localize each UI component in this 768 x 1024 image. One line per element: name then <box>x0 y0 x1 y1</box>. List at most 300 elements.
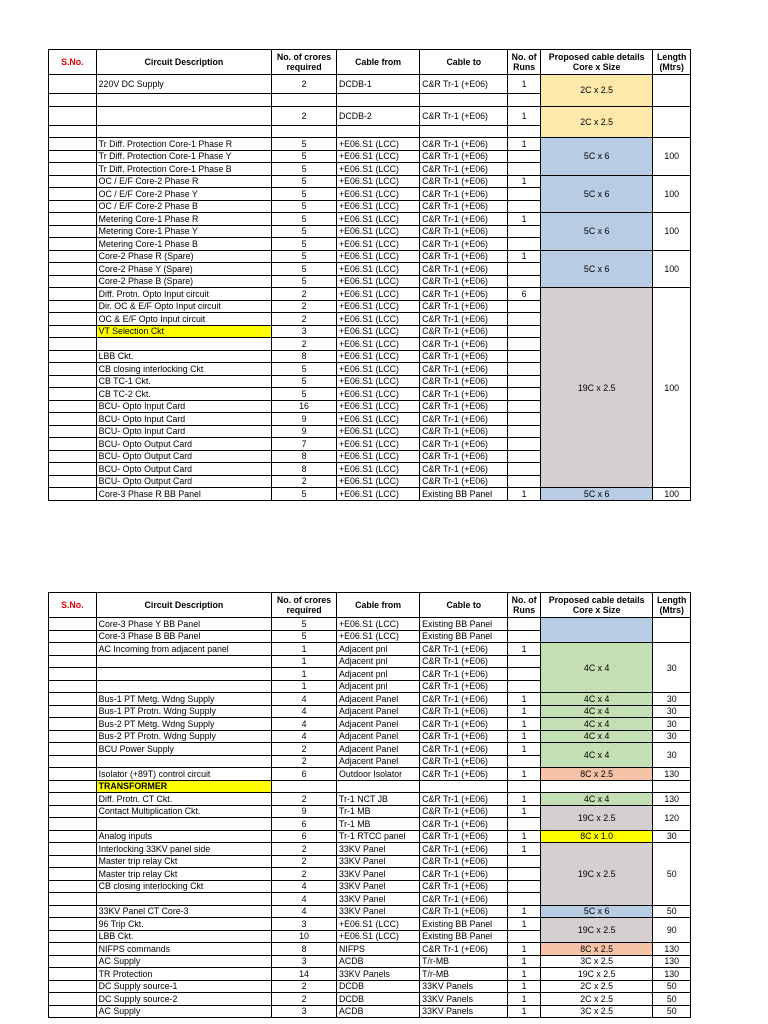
to-cell: C&R Tr-1 (+E06) <box>420 730 508 743</box>
to-cell: C&R Tr-1 (+E06) <box>420 743 508 756</box>
table-row <box>49 693 691 706</box>
table-row <box>49 980 691 993</box>
runs-cell <box>508 313 540 326</box>
sno-cell <box>49 718 97 731</box>
sno-cell <box>49 655 97 668</box>
col-header-cores: No. of crores required <box>272 50 337 75</box>
to-cell: C&R Tr-1 (+E06) <box>420 313 508 326</box>
proposed-cell: 2C x 2.5 <box>540 106 653 138</box>
table-row <box>49 918 691 931</box>
from-cell: Adjacent pnl <box>337 655 420 668</box>
cores-cell: 5 <box>272 150 337 163</box>
from-cell: Adjacent Panel <box>337 718 420 731</box>
from-cell: +E06.S1 (LCC) <box>337 338 420 351</box>
from-cell: Tr-1 NCT JB <box>337 793 420 806</box>
desc-cell: AC Incoming from adjacent panel <box>96 643 271 656</box>
desc-cell: 33KV Panel CT Core-3 <box>96 905 271 918</box>
sno-cell <box>49 743 97 756</box>
col-header-length: Length (Mtrs) <box>653 593 691 618</box>
sno-cell <box>49 905 97 918</box>
from-cell: 33KV Panel <box>337 843 420 856</box>
desc-cell: Tr Diff. Protection Core-1 Phase Y <box>96 150 271 163</box>
cores-cell: 6 <box>272 818 337 831</box>
col-header-cores: No. of crores required <box>272 593 337 618</box>
proposed-cell: 2C x 2.5 <box>540 980 653 993</box>
sno-cell <box>49 106 97 125</box>
cores-cell: 9 <box>272 413 337 426</box>
cores-cell: 1 <box>272 655 337 668</box>
runs-cell <box>508 630 540 643</box>
desc-cell <box>96 755 271 768</box>
sno-cell <box>49 730 97 743</box>
from-cell: +E06.S1 (LCC) <box>337 138 420 151</box>
cores-cell: 2 <box>272 868 337 881</box>
to-cell <box>420 780 508 793</box>
proposed-cell: 19C x 2.5 <box>540 918 653 943</box>
desc-cell <box>96 106 271 125</box>
length-cell: 100 <box>653 488 691 501</box>
from-cell: DCDB-2 <box>337 106 420 125</box>
runs-cell: 1 <box>508 968 540 981</box>
proposed-cell: 19C x 2.5 <box>540 843 653 906</box>
desc-cell: Metering Core-1 Phase R <box>96 213 271 226</box>
sno-cell <box>49 363 97 376</box>
desc-cell: Bus-1 PT Protn. Wdng Supply <box>96 705 271 718</box>
desc-cell-highlighted: VT Selection Ckt <box>96 325 271 338</box>
cores-cell: 2 <box>272 755 337 768</box>
cores-cell: 4 <box>272 905 337 918</box>
to-cell: C&R Tr-1 (+E06) <box>420 325 508 338</box>
from-cell <box>337 125 420 138</box>
to-cell: C&R Tr-1 (+E06) <box>420 388 508 401</box>
sno-cell <box>49 375 97 388</box>
to-cell: C&R Tr-1 (+E06) <box>420 843 508 856</box>
from-cell: Outdoor Isolator <box>337 768 420 781</box>
runs-cell: 1 <box>508 843 540 856</box>
from-cell: ACDB <box>337 955 420 968</box>
from-cell: +E06.S1 (LCC) <box>337 325 420 338</box>
sno-cell <box>49 188 97 201</box>
cores-cell: 6 <box>272 768 337 781</box>
cores-cell: 3 <box>272 1005 337 1018</box>
to-cell: C&R Tr-1 (+E06) <box>420 238 508 251</box>
to-cell: C&R Tr-1 (+E06) <box>420 805 508 818</box>
runs-cell <box>508 618 540 631</box>
table-row <box>49 288 691 301</box>
to-cell: Existing BB Panel <box>420 930 508 943</box>
desc-cell: Bus-2 PT Protn. Wdng Supply <box>96 730 271 743</box>
proposed-cell: 5C x 6 <box>540 175 653 213</box>
cores-cell: 5 <box>272 263 337 276</box>
proposed-cell: 4C x 4 <box>540 743 653 768</box>
from-cell: Adjacent Panel <box>337 693 420 706</box>
cores-cell: 5 <box>272 488 337 501</box>
from-cell: DCDB <box>337 980 420 993</box>
runs-cell: 1 <box>508 905 540 918</box>
table-row <box>49 1005 691 1018</box>
col-header-proposed: Proposed cable details Core x Size <box>540 50 653 75</box>
table-row <box>49 805 691 818</box>
sno-cell <box>49 213 97 226</box>
cores-cell: 5 <box>272 238 337 251</box>
runs-cell: 1 <box>508 793 540 806</box>
length-cell <box>653 780 691 793</box>
sno-cell <box>49 843 97 856</box>
from-cell: +E06.S1 (LCC) <box>337 400 420 413</box>
cores-cell: 5 <box>272 363 337 376</box>
runs-cell <box>508 225 540 238</box>
from-cell: 33KV Panel <box>337 855 420 868</box>
runs-cell: 1 <box>508 1005 540 1018</box>
runs-cell <box>508 125 540 138</box>
sno-cell <box>49 618 97 631</box>
desc-cell: OC / E/F Core-2 Phase B <box>96 200 271 213</box>
to-cell: Existing BB Panel <box>420 488 508 501</box>
desc-cell: BCU- Opto Input Card <box>96 425 271 438</box>
runs-cell <box>508 855 540 868</box>
cable-schedule-table-2 <box>48 592 691 1018</box>
to-cell: C&R Tr-1 (+E06) <box>420 830 508 843</box>
runs-cell <box>508 655 540 668</box>
runs-cell <box>508 238 540 251</box>
col-header-sno: S.No. <box>49 50 97 75</box>
runs-cell <box>508 475 540 488</box>
proposed-cell: 3C x 2.5 <box>540 1005 653 1018</box>
desc-cell: LBB Ckt. <box>96 350 271 363</box>
table-row <box>49 175 691 188</box>
desc-cell: BCU- Opto Output Card <box>96 450 271 463</box>
proposed-cell: 5C x 6 <box>540 250 653 288</box>
from-cell: +E06.S1 (LCC) <box>337 388 420 401</box>
sno-cell <box>49 175 97 188</box>
desc-cell <box>96 338 271 351</box>
length-cell: 30 <box>653 693 691 706</box>
cores-cell: 5 <box>272 388 337 401</box>
cores-cell <box>272 780 337 793</box>
runs-cell: 1 <box>508 705 540 718</box>
from-cell: +E06.S1 (LCC) <box>337 463 420 476</box>
from-cell: Tr-1 RTCC panel <box>337 830 420 843</box>
sno-cell <box>49 338 97 351</box>
runs-cell <box>508 893 540 906</box>
to-cell: C&R Tr-1 (+E06) <box>420 425 508 438</box>
desc-cell: BCU- Opto Output Card <box>96 463 271 476</box>
cores-cell: 3 <box>272 918 337 931</box>
sno-cell <box>49 680 97 693</box>
proposed-cell: 4C x 4 <box>540 730 653 743</box>
sno-cell <box>49 275 97 288</box>
desc-cell: Tr Diff. Protection Core-1 Phase R <box>96 138 271 151</box>
sno-cell <box>49 705 97 718</box>
sno-cell <box>49 818 97 831</box>
sno-cell <box>49 288 97 301</box>
runs-cell <box>508 200 540 213</box>
col-header-cable-from: Cable from <box>337 50 420 75</box>
sno-cell <box>49 880 97 893</box>
sno-cell <box>49 238 97 251</box>
desc-cell <box>96 818 271 831</box>
to-cell: C&R Tr-1 (+E06) <box>420 680 508 693</box>
proposed-cell: 3C x 2.5 <box>540 955 653 968</box>
to-cell: 33KV Panels <box>420 1005 508 1018</box>
desc-cell: Diff. Protn. Opto Input circuit <box>96 288 271 301</box>
runs-cell <box>508 163 540 176</box>
sno-cell <box>49 643 97 656</box>
desc-cell <box>96 655 271 668</box>
from-cell: DCDB <box>337 993 420 1006</box>
sno-cell <box>49 488 97 501</box>
table-row <box>49 955 691 968</box>
table-row <box>49 643 691 656</box>
cores-cell: 5 <box>272 630 337 643</box>
runs-cell <box>508 425 540 438</box>
to-cell: Existing BB Panel <box>420 630 508 643</box>
to-cell: C&R Tr-1 (+E06) <box>420 213 508 226</box>
col-header-sno: S.No. <box>49 593 97 618</box>
length-cell: 30 <box>653 718 691 731</box>
runs-cell <box>508 868 540 881</box>
desc-cell: Analog inputs <box>96 830 271 843</box>
sno-cell <box>49 1005 97 1018</box>
to-cell: C&R Tr-1 (+E06) <box>420 450 508 463</box>
desc-cell: OC & E/F Opto Input circuit <box>96 313 271 326</box>
sno-cell <box>49 968 97 981</box>
from-cell: +E06.S1 (LCC) <box>337 150 420 163</box>
to-cell: C&R Tr-1 (+E06) <box>420 138 508 151</box>
length-cell: 100 <box>653 250 691 288</box>
sno-cell <box>49 943 97 956</box>
desc-cell: Core-3 Phase B BB Panel <box>96 630 271 643</box>
cores-cell: 2 <box>272 338 337 351</box>
to-cell: Existing BB Panel <box>420 918 508 931</box>
sno-cell <box>49 413 97 426</box>
desc-cell: Core-3 Phase R BB Panel <box>96 488 271 501</box>
from-cell: 33KV Panel <box>337 893 420 906</box>
sno-cell <box>49 313 97 326</box>
length-cell: 100 <box>653 288 691 488</box>
cores-cell: 8 <box>272 943 337 956</box>
desc-cell: Metering Core-1 Phase B <box>96 238 271 251</box>
from-cell: +E06.S1 (LCC) <box>337 275 420 288</box>
runs-cell <box>508 275 540 288</box>
from-cell: Adjacent Panel <box>337 705 420 718</box>
from-cell: +E06.S1 (LCC) <box>337 313 420 326</box>
desc-cell: CB closing interlocking Ckt <box>96 363 271 376</box>
proposed-cell: 5C x 6 <box>540 138 653 176</box>
from-cell: DCDB-1 <box>337 75 420 94</box>
table-row <box>49 968 691 981</box>
cores-cell: 4 <box>272 693 337 706</box>
section-heading-transformer: TRANSFORMER <box>96 780 271 793</box>
cable-schedule-table-1 <box>48 49 691 501</box>
cores-cell: 3 <box>272 955 337 968</box>
sno-cell <box>49 263 97 276</box>
runs-cell <box>508 463 540 476</box>
cores-cell: 8 <box>272 450 337 463</box>
runs-cell: 1 <box>508 743 540 756</box>
length-cell <box>653 75 691 107</box>
length-cell: 100 <box>653 213 691 251</box>
proposed-cell: 4C x 4 <box>540 643 653 693</box>
desc-cell: Core-3 Phase Y BB Panel <box>96 618 271 631</box>
runs-cell <box>508 263 540 276</box>
to-cell: C&R Tr-1 (+E06) <box>420 200 508 213</box>
to-cell: C&R Tr-1 (+E06) <box>420 818 508 831</box>
cores-cell: 1 <box>272 643 337 656</box>
runs-cell <box>508 680 540 693</box>
sno-cell <box>49 805 97 818</box>
col-header-proposed: Proposed cable details Core x Size <box>540 593 653 618</box>
sno-cell <box>49 930 97 943</box>
from-cell: +E06.S1 (LCC) <box>337 288 420 301</box>
sno-cell <box>49 75 97 94</box>
runs-cell <box>508 755 540 768</box>
from-cell: +E06.S1 (LCC) <box>337 630 420 643</box>
to-cell: 33KV Panels <box>420 980 508 993</box>
cores-cell: 2 <box>272 993 337 1006</box>
cores-cell: 2 <box>272 300 337 313</box>
to-cell: C&R Tr-1 (+E06) <box>420 375 508 388</box>
to-cell: C&R Tr-1 (+E06) <box>420 438 508 451</box>
to-cell: C&R Tr-1 (+E06) <box>420 225 508 238</box>
desc-cell: Isolator (+89T) control circuit <box>96 768 271 781</box>
sno-cell <box>49 225 97 238</box>
sno-cell <box>49 425 97 438</box>
desc-cell: 220V DC Supply <box>96 75 271 94</box>
table-row <box>49 943 691 956</box>
sno-cell <box>49 463 97 476</box>
sno-cell <box>49 755 97 768</box>
col-header-description: Circuit Description <box>96 50 271 75</box>
to-cell: C&R Tr-1 (+E06) <box>420 350 508 363</box>
runs-cell: 1 <box>508 250 540 263</box>
table-row <box>49 743 691 756</box>
table-row <box>49 705 691 718</box>
runs-cell: 1 <box>508 918 540 931</box>
desc-cell: BCU Power Supply <box>96 743 271 756</box>
sno-cell <box>49 693 97 706</box>
desc-cell: BCU- Opto Output Card <box>96 438 271 451</box>
to-cell: C&R Tr-1 (+E06) <box>420 705 508 718</box>
runs-cell: 1 <box>508 980 540 993</box>
from-cell: +E06.S1 (LCC) <box>337 438 420 451</box>
from-cell: +E06.S1 (LCC) <box>337 363 420 376</box>
proposed-cell: 2C x 2.5 <box>540 993 653 1006</box>
sno-cell <box>49 830 97 843</box>
to-cell: C&R Tr-1 (+E06) <box>420 263 508 276</box>
sno-cell <box>49 350 97 363</box>
desc-cell: DC Supply source-1 <box>96 980 271 993</box>
table-row <box>49 75 691 94</box>
proposed-cell: 5C x 6 <box>540 213 653 251</box>
table-row <box>49 780 691 793</box>
desc-cell: Metering Core-1 Phase Y <box>96 225 271 238</box>
proposed-cell <box>540 780 653 793</box>
desc-cell: AC Supply <box>96 1005 271 1018</box>
from-cell: Adjacent Panel <box>337 743 420 756</box>
table-row <box>49 106 691 125</box>
to-cell: C&R Tr-1 (+E06) <box>420 275 508 288</box>
length-cell <box>653 618 691 643</box>
from-cell: +E06.S1 (LCC) <box>337 225 420 238</box>
desc-cell: AC Supply <box>96 955 271 968</box>
desc-cell: Master trip relay Ckt <box>96 855 271 868</box>
length-cell <box>653 106 691 138</box>
sno-cell <box>49 300 97 313</box>
to-cell: C&R Tr-1 (+E06) <box>420 188 508 201</box>
cores-cell: 4 <box>272 705 337 718</box>
runs-cell <box>508 350 540 363</box>
cores-cell: 9 <box>272 425 337 438</box>
to-cell: C&R Tr-1 (+E06) <box>420 413 508 426</box>
runs-cell <box>508 363 540 376</box>
cores-cell: 4 <box>272 730 337 743</box>
desc-cell: OC / E/F Core-2 Phase Y <box>96 188 271 201</box>
from-cell: +E06.S1 (LCC) <box>337 918 420 931</box>
to-cell: C&R Tr-1 (+E06) <box>420 793 508 806</box>
cores-cell: 4 <box>272 880 337 893</box>
cores-cell: 2 <box>272 743 337 756</box>
cores-cell <box>272 125 337 138</box>
cores-cell <box>272 94 337 107</box>
cores-cell: 2 <box>272 475 337 488</box>
table-row <box>49 250 691 263</box>
to-cell <box>420 94 508 107</box>
runs-cell <box>508 880 540 893</box>
cores-cell: 2 <box>272 75 337 94</box>
proposed-cell: 19C x 2.5 <box>540 805 653 830</box>
sno-cell <box>49 250 97 263</box>
sno-cell <box>49 450 97 463</box>
cores-cell: 16 <box>272 400 337 413</box>
runs-cell: 1 <box>508 106 540 125</box>
from-cell: +E06.S1 (LCC) <box>337 618 420 631</box>
from-cell: +E06.S1 (LCC) <box>337 263 420 276</box>
to-cell: C&R Tr-1 (+E06) <box>420 400 508 413</box>
cores-cell: 5 <box>272 188 337 201</box>
desc-cell: CB TC-1 Ckt. <box>96 375 271 388</box>
runs-cell <box>508 150 540 163</box>
cores-cell: 1 <box>272 668 337 681</box>
to-cell: C&R Tr-1 (+E06) <box>420 288 508 301</box>
to-cell: C&R Tr-1 (+E06) <box>420 643 508 656</box>
desc-cell <box>96 893 271 906</box>
desc-cell: DC Supply source-2 <box>96 993 271 1006</box>
runs-cell: 1 <box>508 718 540 731</box>
sno-cell <box>49 993 97 1006</box>
sno-cell <box>49 855 97 868</box>
table-row <box>49 905 691 918</box>
runs-cell <box>508 375 540 388</box>
col-header-description: Circuit Description <box>96 593 271 618</box>
col-header-length: Length (Mtrs) <box>653 50 691 75</box>
length-cell: 100 <box>653 138 691 176</box>
to-cell: C&R Tr-1 (+E06) <box>420 880 508 893</box>
to-cell: C&R Tr-1 (+E06) <box>420 106 508 125</box>
from-cell: Tr-1 MB <box>337 818 420 831</box>
desc-cell <box>96 668 271 681</box>
sno-cell <box>49 163 97 176</box>
desc-cell: Dir. OC & E/F Opto Input circuit <box>96 300 271 313</box>
from-cell: 33KV Panel <box>337 880 420 893</box>
from-cell <box>337 780 420 793</box>
sno-cell <box>49 780 97 793</box>
length-cell: 30 <box>653 743 691 768</box>
desc-cell <box>96 94 271 107</box>
runs-cell: 1 <box>508 993 540 1006</box>
sno-cell <box>49 918 97 931</box>
proposed-cell <box>540 618 653 643</box>
